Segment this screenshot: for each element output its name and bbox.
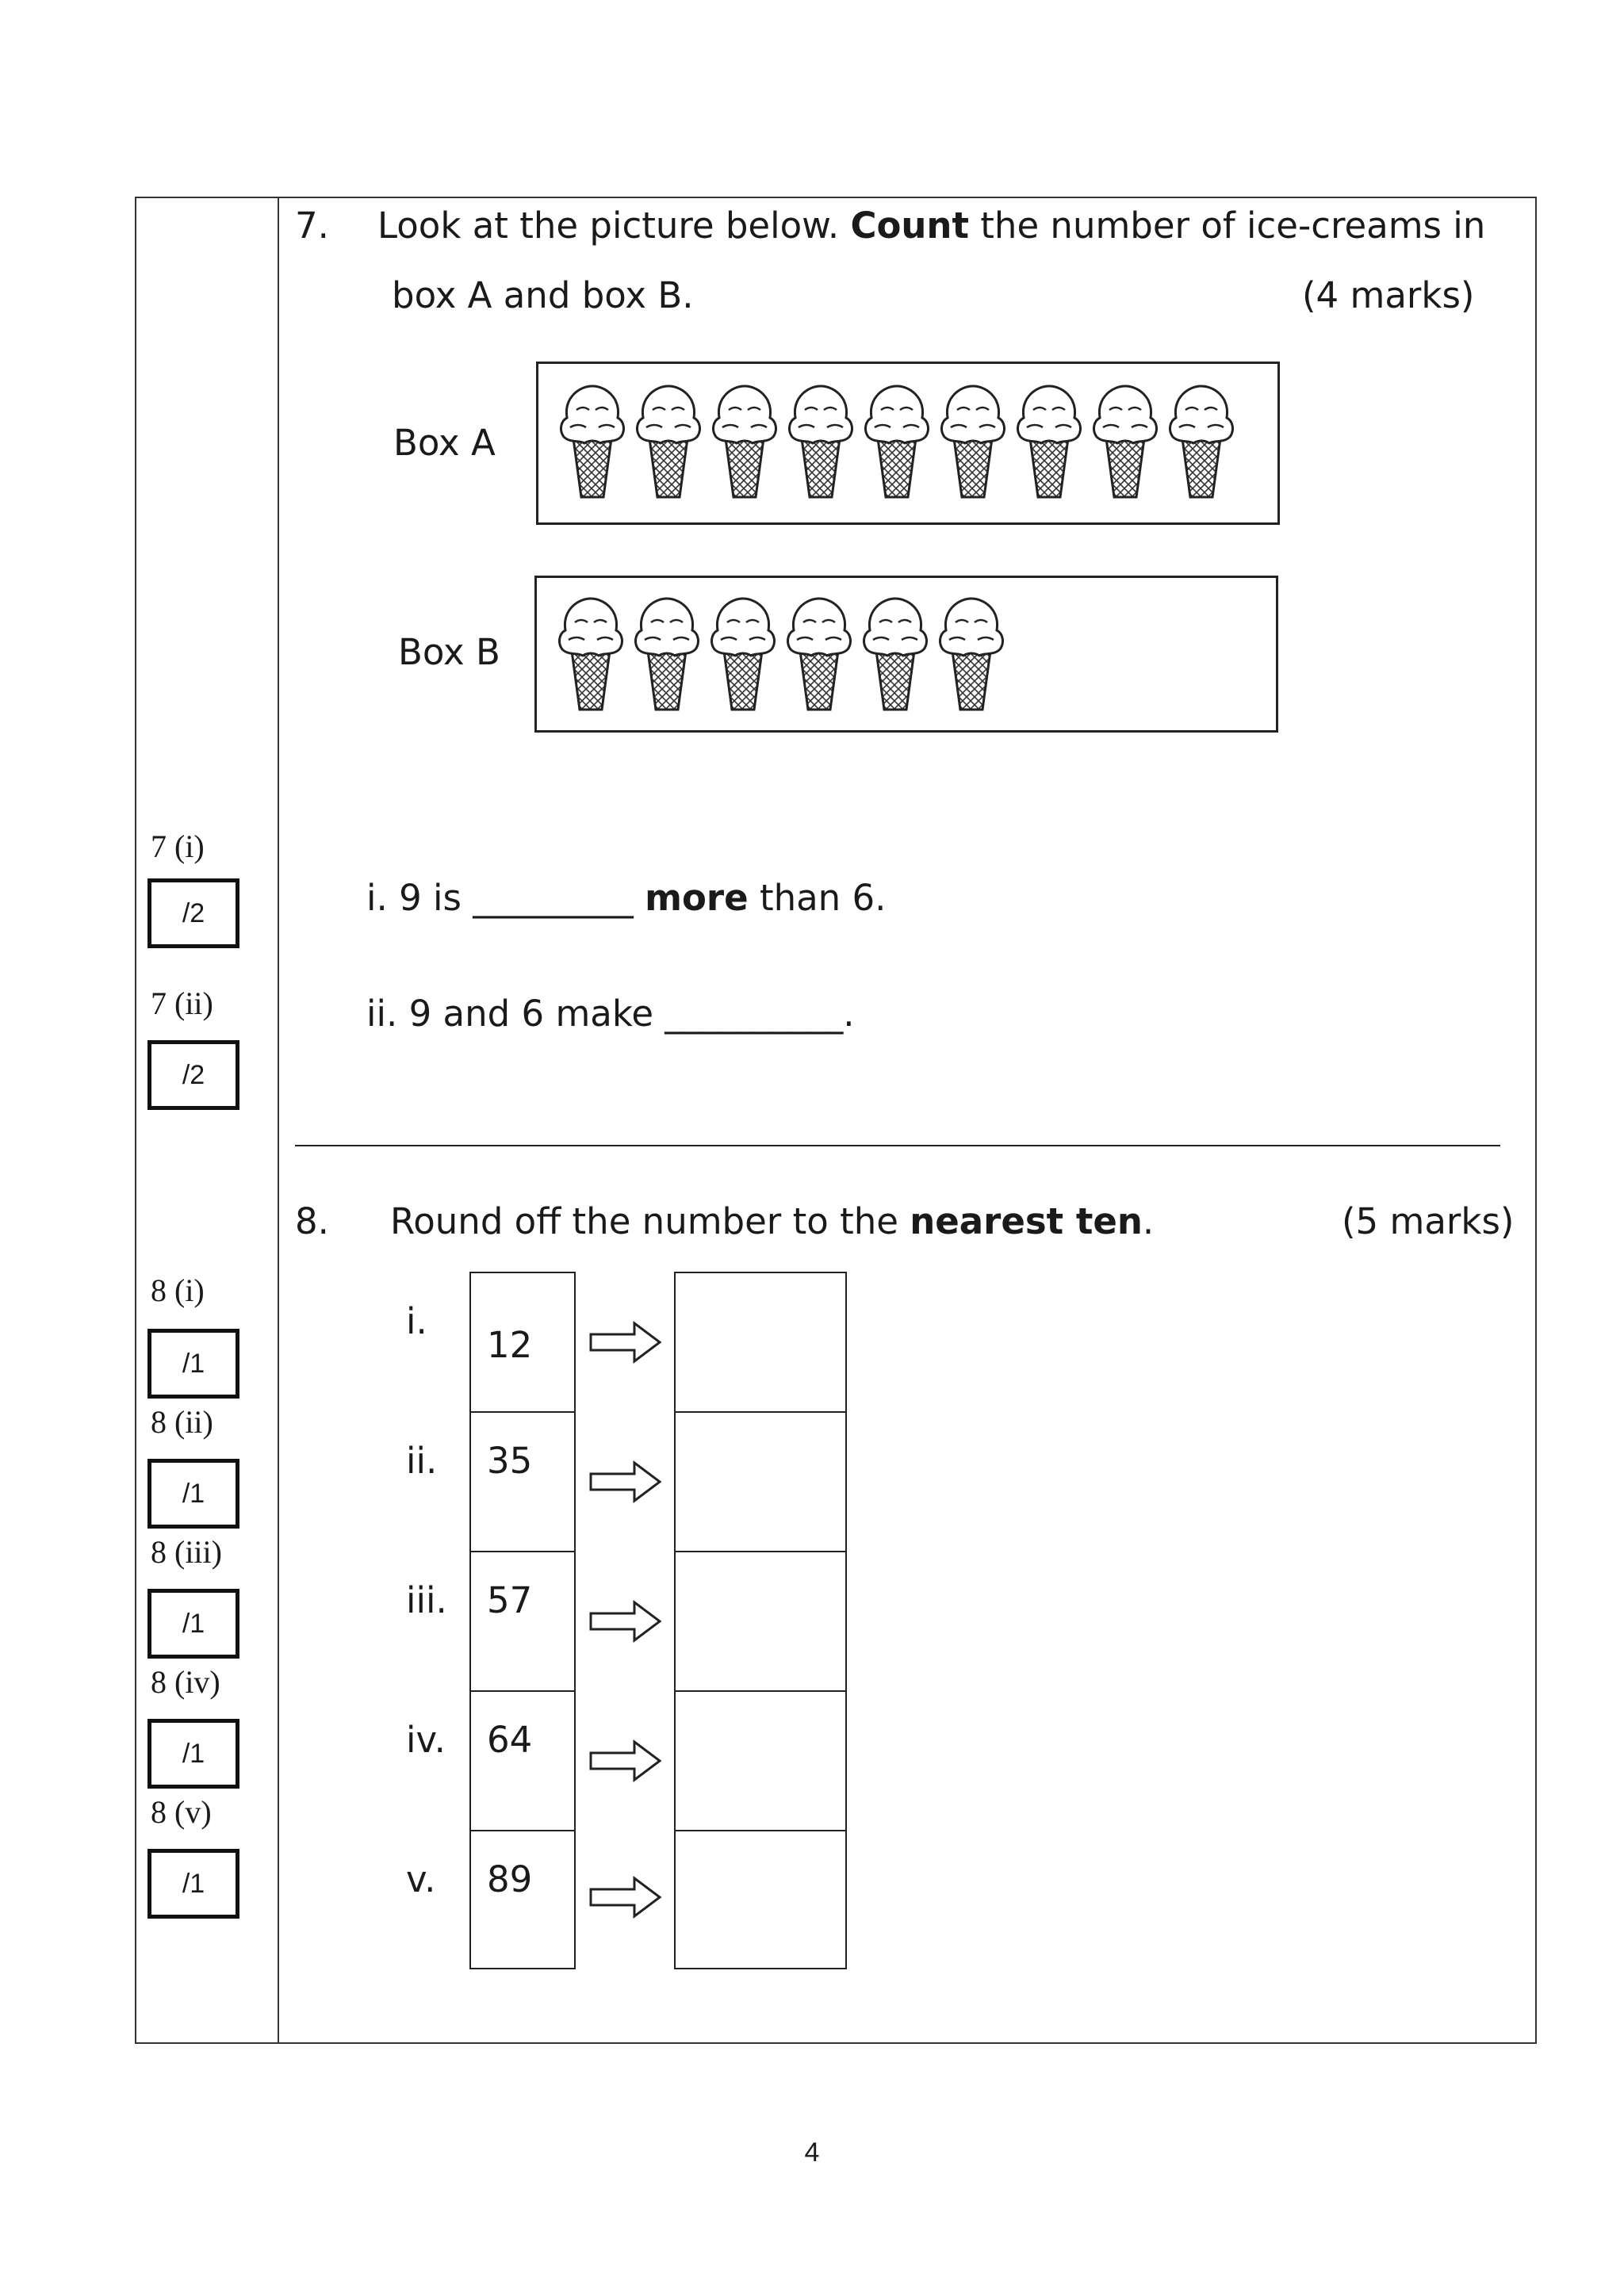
q8-row-roman: v. [406,1858,436,1900]
q8-row-value: 57 [487,1579,533,1621]
q7-instruction-part: Look at the picture below. [377,205,851,247]
ice-cream-icon [783,594,856,716]
q8-row-value: 64 [487,1719,533,1761]
page-number: 4 [804,2137,820,2168]
ice-cream-icon [859,594,932,716]
box-b [534,576,1278,733]
q7-instruction-bold: Count [850,205,969,247]
answer-cell-divider [676,1551,845,1552]
box-a [536,362,1280,525]
q7-part-i [366,877,887,919]
margin-label-8v: 8 (v) [151,1794,212,1830]
q7-marks: (4 marks) [1302,274,1475,316]
box-a-label: Box A [393,422,496,464]
q7-part-i-text: than 6. [748,877,887,919]
q7-part-ii: ii. 9 and 6 make __________. [366,993,855,1035]
number-cell-divider [471,1690,574,1692]
q8-row-value: 35 [487,1440,533,1482]
arrow-right-icon [588,1319,663,1365]
ice-cream-icon [784,381,857,503]
answer-cell-divider [676,1690,845,1692]
answer-column [674,1272,847,1969]
score-box-7ii: /2 [147,1040,239,1110]
margin-label-7i: 7 (i) [151,828,205,864]
q7-part-i-text: i. 9 is _________ [366,877,645,919]
ice-cream-icon [556,381,629,503]
q7-instruction-part: the number of ice-creams in [968,205,1486,247]
arrow-right-icon [588,1459,663,1505]
q7-number: 7. [295,205,329,247]
score-box-8iii: /1 [147,1589,239,1659]
arrow-right-icon [588,1598,663,1644]
ice-cream-icon [860,381,933,503]
q8-instruction [390,1200,1155,1242]
answer-cell-divider [676,1411,845,1413]
answer-cell-divider [676,1830,845,1831]
ice-cream-icon [554,594,627,716]
q8-marks: (5 marks) [1342,1200,1515,1242]
margin-label-8iii: 8 (iii) [151,1534,222,1570]
q7-instruction-line2: box A and box B. [392,274,694,316]
ice-cream-icon [1013,381,1086,503]
q8-row-value: 12 [487,1324,533,1366]
q7-part-i-bold: more [645,877,749,919]
score-box-8i: /1 [147,1329,239,1399]
margin-label-8iv: 8 (iv) [151,1664,220,1700]
q8-row-roman: iii. [406,1579,447,1621]
score-box-8v: /1 [147,1849,239,1919]
score-box-8iv: /1 [147,1719,239,1789]
ice-cream-icon [630,594,703,716]
margin-label-8ii: 8 (ii) [151,1404,213,1440]
q8-row-roman: ii. [406,1440,438,1482]
arrow-right-icon [588,1738,663,1784]
number-cell-divider [471,1551,574,1552]
ice-cream-icon [936,381,1009,503]
q8-number: 8. [295,1200,329,1242]
q8-row-roman: iv. [406,1719,446,1761]
q8-instruction-part: Round off the number to the [390,1200,910,1242]
margin-label-7ii: 7 (ii) [151,985,213,1021]
score-box-7i: /2 [147,878,239,948]
number-cell-divider [471,1411,574,1413]
q8-row-roman: i. [406,1300,427,1342]
arrow-right-icon [588,1874,663,1920]
ice-cream-icon [1165,381,1238,503]
q8-row-value: 89 [487,1858,533,1900]
ice-cream-icon [708,381,781,503]
number-cell-divider [471,1830,574,1831]
q8-instruction-part: . [1142,1200,1155,1242]
ice-cream-icon [1089,381,1162,503]
score-box-8ii: /1 [147,1459,239,1529]
margin-label-8i: 8 (i) [151,1272,205,1308]
margin-divider [278,197,279,2044]
q8-instruction-bold: nearest ten [910,1200,1143,1242]
section-divider [295,1145,1500,1146]
q7-instruction [377,205,1486,247]
box-b-label: Box B [398,631,500,673]
ice-cream-icon [935,594,1008,716]
ice-cream-icon [707,594,779,716]
ice-cream-icon [632,381,705,503]
